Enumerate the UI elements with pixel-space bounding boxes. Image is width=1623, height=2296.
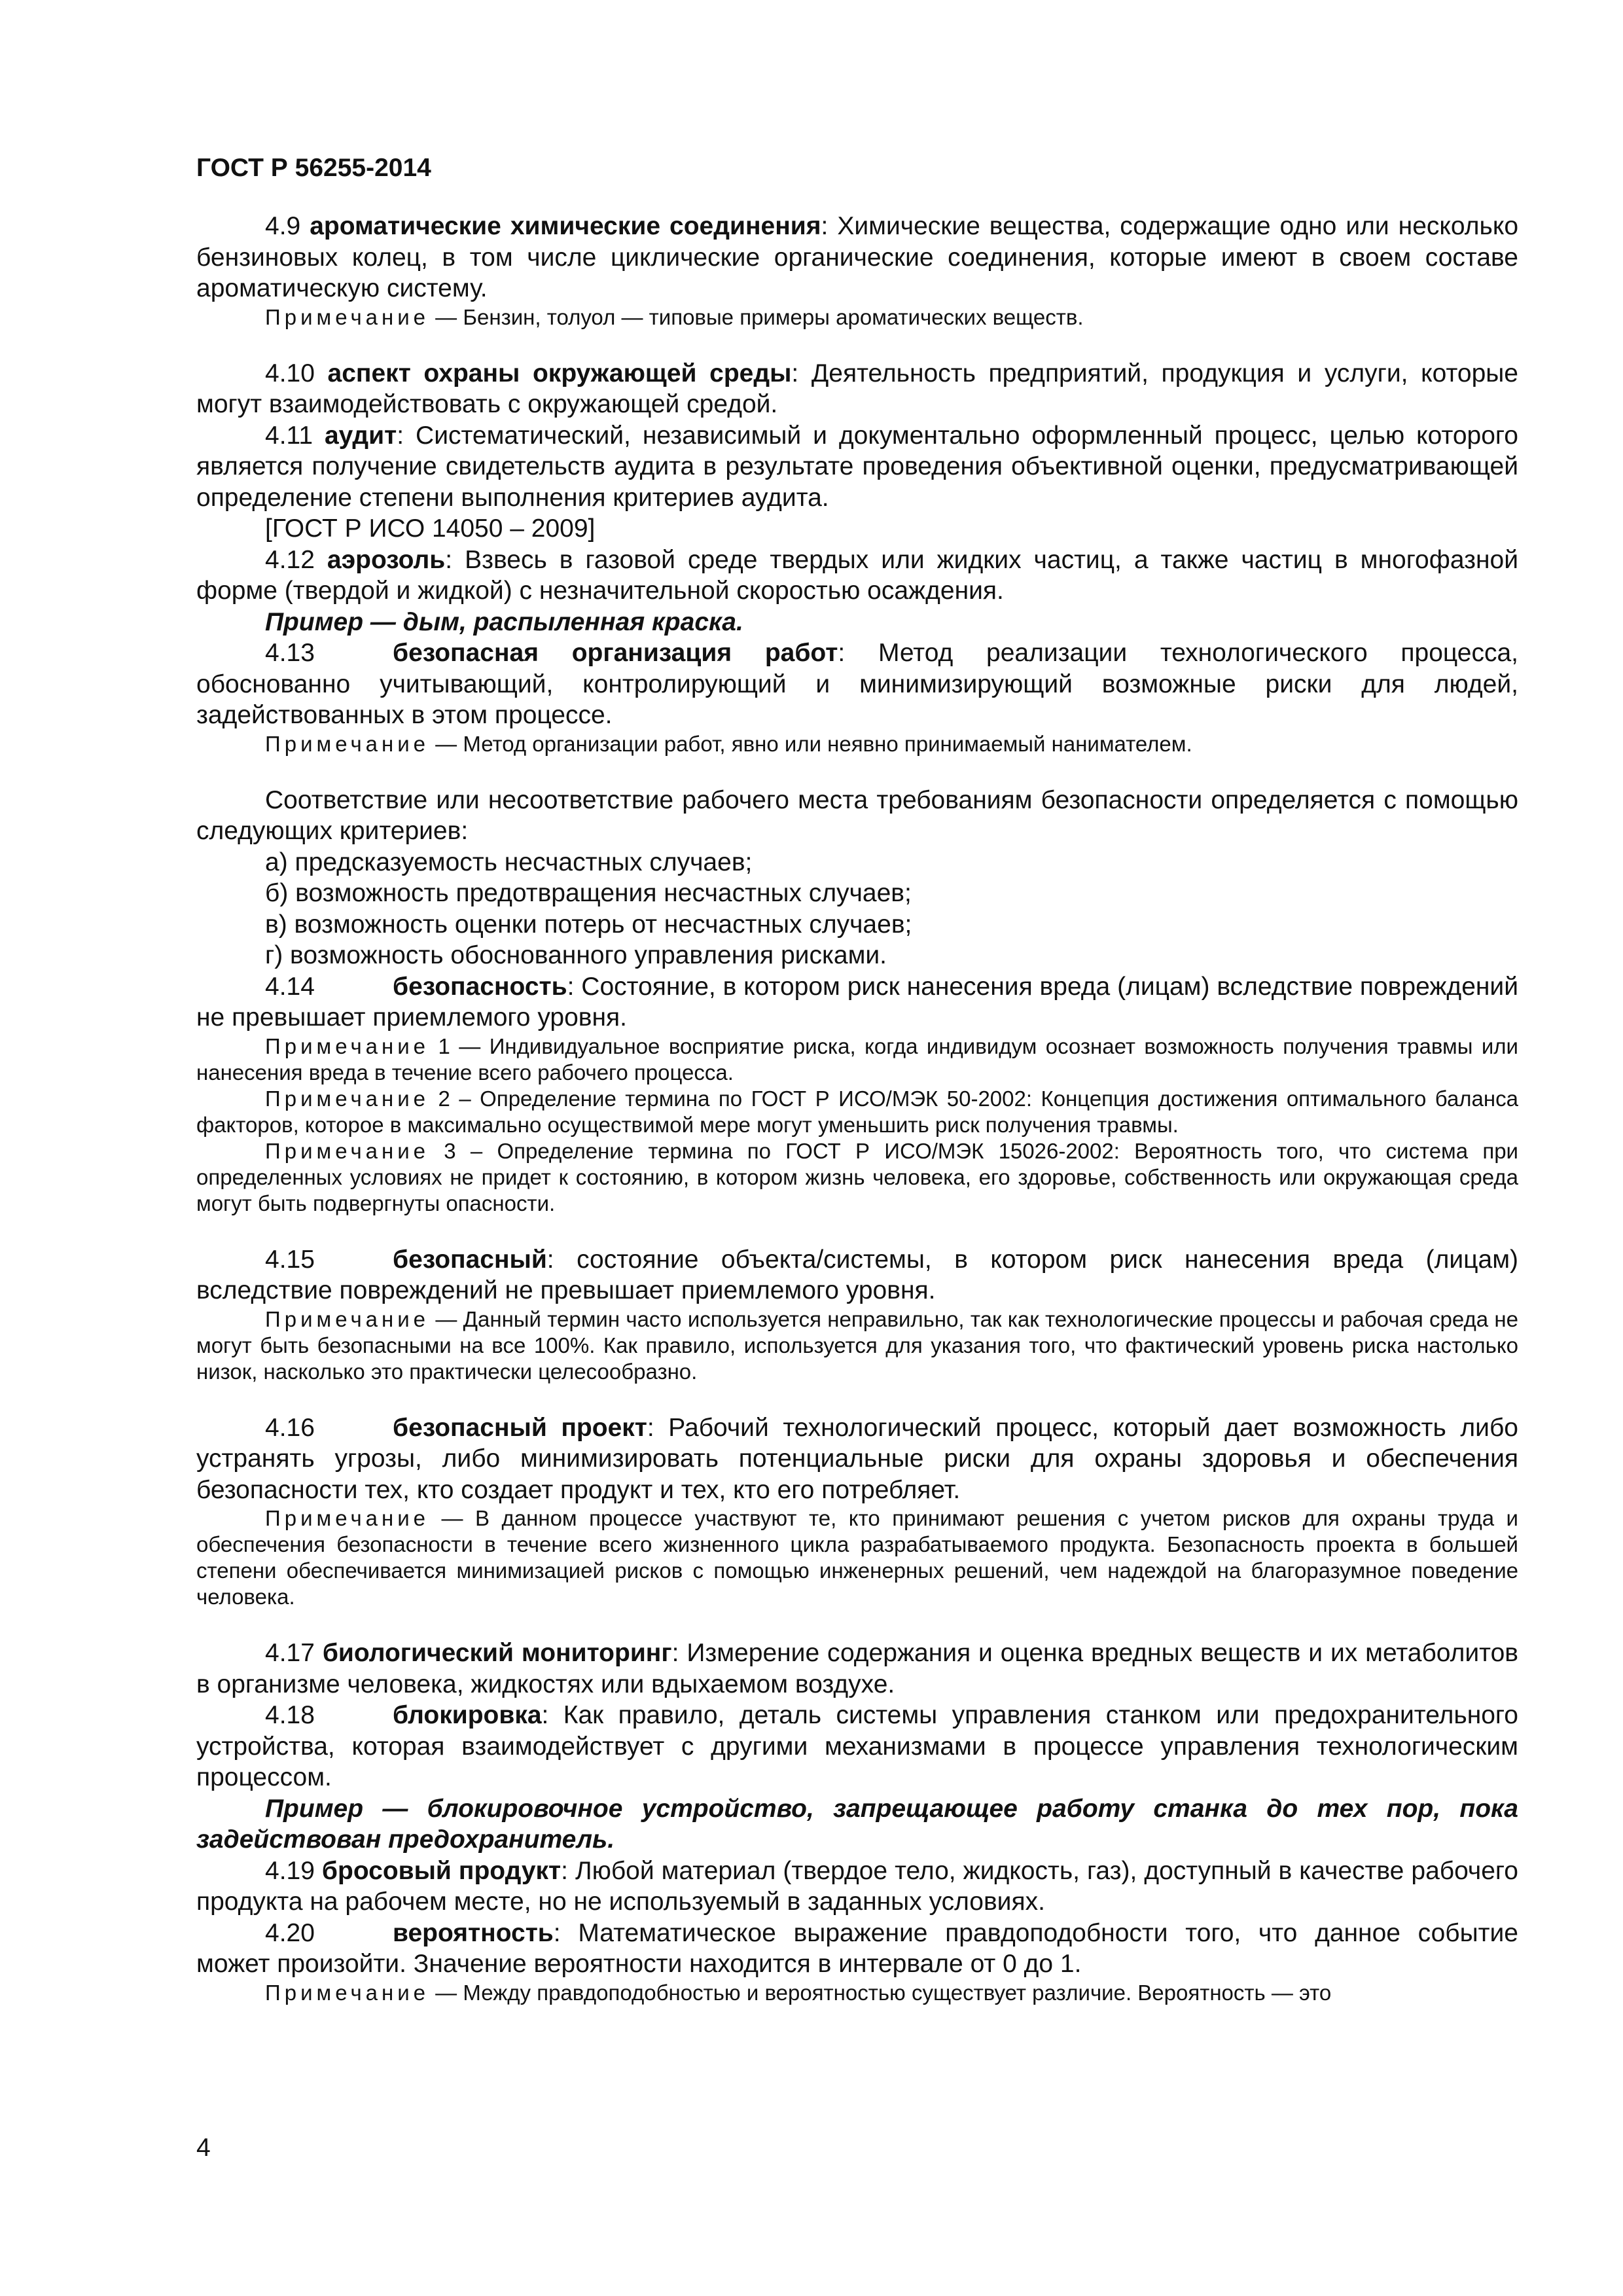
note-label: Примечание [265,1980,430,2005]
term-definition: : Рабочий технологический процесс, который дает возможность либо устранять угрозы, либо минимизировать потенциальные риски для охраны здоровья и обеспечения безопасности тех, кто создает продукт и тех, кто его потребляет. [196,1413,1518,1504]
term-number: 4.12 [265,545,315,574]
term-name: вероятность [393,1918,554,1947]
note-number: 1 [429,1033,450,1058]
note-label: Примечание [265,1138,430,1163]
term-definition: : Как правило, деталь системы управления станком или предохранительного устройства, которая взаимодействует с другими механизмами в процессе управления технологическим процессом. [196,1701,1518,1791]
note-text: – Определение термина по ГОСТ Р ИСО/МЭК 15026-2002: Вероятность того, что система при определенных условиях не придет к состоянию, в котором жизнь человека, его здоровье, собственность или окружающая среда могут быть подвергнуты опасности. [196,1138,1518,1215]
note-4-16 [196,1505,1518,1610]
term-number: 4.13 [265,639,315,667]
note-label: Примечание [265,1033,430,1058]
document-page [196,152,1518,2006]
criteria-item-v: в) возможность оценки потерь от несчастных случаев; [265,910,912,939]
term-name: аэрозоль [327,545,446,574]
note-label: Примечание [265,1306,430,1331]
term-name: безопасная организация работ [393,639,838,667]
note-text: — Метод организации работ, явно или неявно принимаемый нанимателем. [429,731,1192,756]
term-name: ароматические химические соединения [310,212,821,240]
term-definition: : Взвесь в газовой среде твердых или жидких частиц, а также частиц в многофазной форме (твердой и жидкой) с незначительной скоростью осаждения. [196,545,1518,605]
note-4-20 [196,1980,1518,2006]
standard-code-header: ГОСТ Р 56255-2014 [196,154,431,182]
term-definition: : Любой материал (твердое тело, жидкость, газ), доступный в качестве рабочего продукта на рабочем месте, но не используемый в заданных условиях. [196,1856,1518,1916]
note-label: Примечание [265,1086,430,1111]
term-entry-4-12 [196,545,1518,607]
note-text: – Определение термина по ГОСТ Р ИСО/МЭК 50-2002: Концепция достижения оптимального баланса факторов, которое в максимально осуществимой мере могут уменьшить риск получения травмы. [196,1086,1518,1137]
term-entry-4-13 [196,637,1518,731]
criteria-item-b: б) возможность предотвращения несчастных случаев; [265,879,912,907]
term-entry-4-10 [196,358,1518,420]
term-name: безопасность [393,972,567,1001]
term-number: 4.18 [265,1701,315,1729]
term-definition: : Измерение содержания и оценка вредных веществ и их метаболитов в организме человека, жидкостях или вдыхаемом воздухе. [196,1639,1519,1698]
term-number: 4.10 [265,359,315,387]
spacer [196,1217,1518,1244]
term-definition: : Деятельность предприятий, продукция и услуги, которые могут взаимодействовать с окружающей средой. [196,359,1518,418]
term-entry-4-18 [196,1700,1518,1793]
term-name: аудит [324,421,397,450]
term-name: аспект охраны окружающей среды [327,359,792,387]
note-4-14-3 [196,1138,1518,1217]
term-number: 4.19 [265,1856,315,1885]
page-number: 4 [196,2134,211,2162]
note-4-14-1 [196,1033,1518,1086]
term-definition: : Химические вещества, содержащие одно или несколько бензиновых колец, в том числе циклические органические соединения, которые имеют в своем составе ароматическую систему. [196,212,1519,302]
note-text: — Индивидуальное восприятие риска, когда индивидум осознает возможность получения травмы или нанесения вреда в течение всего рабочего процесса. [196,1033,1518,1085]
note-text: — Бензин, толуол — типовые примеры ароматических веществ. [429,304,1084,329]
term-entry-4-20 [196,1918,1518,1980]
term-entry-4-15 [196,1244,1518,1306]
note-4-15 [196,1306,1518,1385]
term-number: 4.14 [265,972,315,1001]
term-number: 4.9 [265,212,301,240]
term-number: 4.17 [265,1639,315,1667]
term-name: безопасный проект [393,1413,647,1442]
note-text: — Между правдоподобностью и вероятностью существует различие. Вероятность — это [429,1980,1332,2005]
term-definition: : Метод реализации технологического процесса, обоснованно учитывающий, контролирующий и минимизирующий возможные риски для людей, задействованных в этом процессе. [196,639,1518,729]
term-entry-4-19 [196,1856,1518,1918]
term-entry-4-14 [196,971,1518,1033]
term-number: 4.16 [265,1413,315,1442]
note-text: — В данном процессе участвуют те, кто принимают решения с учетом рисков для охраны труда и обеспечения безопасности в течение всего жизненного цикла разрабатываемого продукта. Безопасность проекта в большей степени обеспечивается минимизацией рисков с помощью инженерных решений, чем надеждой на благоразумное поведение человека. [196,1506,1518,1609]
spacer [196,1385,1518,1412]
note-number: 3 [429,1138,456,1163]
term-number: 4.11 [265,421,313,450]
term-name: биологический мониторинг [322,1639,672,1667]
note-label: Примечание [265,731,430,756]
term-definition: : состояние объекта/системы, в котором риск нанесения вреда (лицам) вследствие повреждений не превышает приемлемого уровня. [196,1245,1518,1304]
term-entry-4-9 [196,211,1518,304]
term-definition: : Состояние, в котором риск нанесения вреда (лицам) вследствие повреждений не превышает приемлемого уровня. [196,972,1518,1031]
term-name: блокировка [393,1701,542,1729]
note-number: 2 [429,1086,450,1111]
criteria-intro: Соответствие или несоответствие рабочего места требованиям безопасности определяется с помощью следующих критериев: [196,785,1518,845]
term-number: 4.15 [265,1245,315,1274]
term-definition: : Систематический, независимый и документально оформленный процесс, целью которого является получение свидетельств аудита в результате проведения объективной оценки, предусматривающей определение степени выполнения критериев аудита. [196,421,1518,512]
criteria-item-a: а) предсказуемость несчастных случаев; [265,848,753,876]
note-label: Примечание [265,1506,430,1530]
term-number: 4.20 [265,1918,315,1947]
note-text: — Данный термин часто используется неправильно, так как технологические процессы и рабочая среда не могут быть безопасными на все 100%. Как правило, используется для указания того, что фактический уровень риска настолько низок, насколько это практически целесообразно. [196,1306,1518,1384]
example-4-12: Пример — дым, распыленная краска. [265,607,743,636]
spacer [196,1610,1518,1638]
note-4-14-2 [196,1086,1518,1138]
term-entry-4-11 [196,420,1518,514]
term-name: безопасный [393,1245,547,1274]
term-definition: : Математическое выражение правдоподобности того, что данное событие может произойти. Значение вероятности находится в интервале от 0 до 1. [196,1918,1518,1978]
term-name: бросовый продукт [321,1856,562,1885]
reference-4-11: [ГОСТ Р ИСО 14050 – 2009] [265,514,596,543]
term-entry-4-16 [196,1412,1518,1506]
term-entry-4-17 [196,1638,1518,1700]
note-4-9 [196,304,1518,331]
criteria-item-g: г) возможность обоснованного управления рисками. [265,941,887,969]
example-4-18: Пример — блокировочное устройство, запрещающее работу станка до тех пор, пока задействован предохранитель. [196,1794,1518,1854]
spacer [196,331,1518,358]
note-4-13 [196,731,1518,757]
note-label: Примечание [265,304,430,329]
spacer [196,757,1518,785]
